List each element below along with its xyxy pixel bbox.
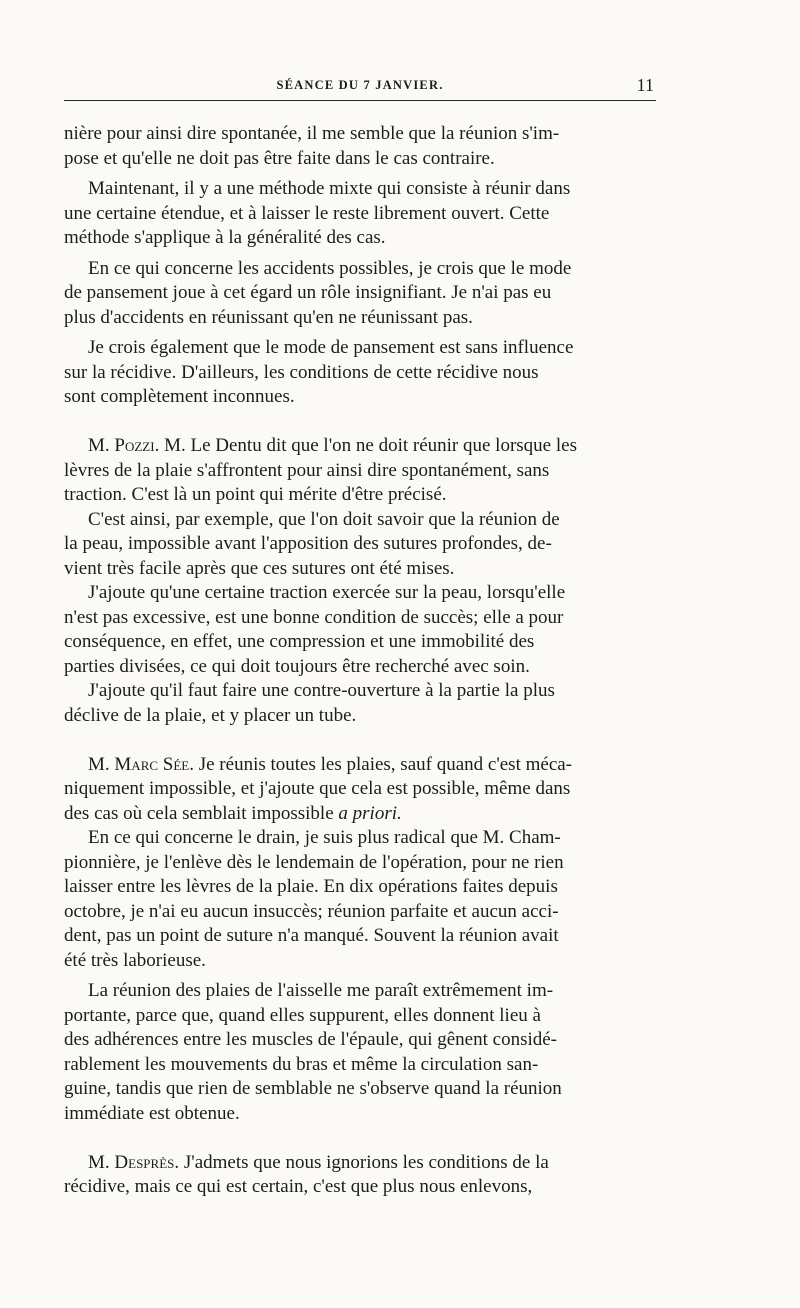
line-text: des cas où cela semblait impossible: [64, 802, 339, 824]
speaker-prefix: M.: [88, 753, 115, 775]
text-line: n'est pas excessive, est une bonne condition de succès; elle a pour: [64, 606, 564, 628]
text-line: J'ajoute qu'une certaine traction exercée sur la peau, lorsqu'elle: [88, 582, 566, 603]
text-line: de pansement joue à cet égard un rôle insignifiant. Je n'ai pas eu: [64, 282, 552, 303]
text-line: Maintenant, il y a une méthode mixte qui consiste à réunir dans: [88, 178, 571, 199]
speaker-name: Pozzi.: [114, 435, 160, 456]
text-line: laisser entre les lèvres de la plaie. En dix opérations faites depuis: [64, 876, 558, 897]
text-line: La réunion des plaies de l'aisselle me paraît extrêmement im-: [88, 980, 554, 1001]
line-text: M. Le Dentu dit que l'on ne doit réunir que lorsque les: [159, 435, 577, 456]
speaker-name: Desprès.: [114, 1151, 180, 1173]
text-line: des adhérences entre les muscles de l'épaule, qui gênent considé-: [64, 1029, 558, 1050]
text-line: En ce qui concerne les accidents possibles, je crois que le mode: [88, 257, 572, 279]
paragraph: [64, 122, 656, 171]
speaker-paragraph: [64, 434, 656, 508]
italic-phrase: a priori.: [338, 802, 402, 824]
text-line: immédiate est obtenue.: [64, 1102, 240, 1124]
page-header: [64, 76, 656, 101]
body-text: [64, 122, 656, 1200]
text-line: conséquence, en effet, une compression et une immobilité des: [64, 631, 535, 652]
text-line: vient très facile après que ces sutures ont été mises.: [64, 557, 455, 579]
text-line: Je crois également que le mode de pansement est sans influence: [88, 337, 574, 358]
text-line: nière pour ainsi dire spontanée, il me semble que la réunion s'im-: [64, 123, 560, 144]
text-line: déclive de la plaie, et y placer un tube.: [64, 704, 357, 726]
paragraph: [64, 679, 656, 728]
text-line: lèvres de la plaie s'affrontent pour ainsi dire spontanément, sans: [64, 459, 550, 481]
speaker-prefix: M.: [88, 435, 115, 456]
text-line: niquement impossible, et j'ajoute que cela est possible, même dans: [64, 778, 571, 799]
text-line: sur la récidive. D'ailleurs, les conditions de cette récidive nous: [64, 361, 539, 383]
text-line: [64, 1151, 656, 1176]
text-line: traction. C'est là un point qui mérite d'être précisé.: [64, 484, 447, 505]
text-line: pionnière, je l'enlève dès le lendemain de l'opération, pour ne rien: [64, 851, 564, 873]
paragraph: [64, 581, 656, 679]
text-line: C'est ainsi, par exemple, que l'on doit savoir que la réunion de: [88, 508, 560, 530]
speaker-prefix: M.: [88, 1151, 115, 1173]
text-line: sont complètement inconnues.: [64, 386, 295, 407]
text-line: J'ajoute qu'il faut faire une contre-ouverture à la partie la plus: [88, 680, 555, 701]
speaker-name: Marc Sée.: [114, 753, 194, 775]
paragraph: [64, 826, 656, 973]
text-line: été très laborieuse.: [64, 949, 206, 971]
text-line: portante, parce que, quand elles suppurent, elles donnent lieu à: [64, 1004, 541, 1026]
paragraph: [64, 508, 656, 582]
text-line: pose et qu'elle ne doit pas être faite dans le cas contraire.: [64, 147, 495, 169]
speaker-paragraph: [64, 1151, 656, 1200]
running-title: SÉANCE DU 7 JANVIER.: [276, 78, 444, 92]
text-line: guine, tandis que rien de semblable ne s'observe quand la réunion: [64, 1078, 562, 1099]
text-line: la peau, impossible avant l'apposition des sutures profondes, de-: [64, 533, 552, 554]
text-line: parties divisées, ce qui doit toujours être recherché avec soin.: [64, 655, 530, 677]
text-line: rablement les mouvements du bras et même la circulation san-: [64, 1053, 539, 1075]
paragraph: [64, 979, 656, 1126]
paragraph: [64, 336, 656, 410]
page-number: 11: [636, 75, 654, 95]
line-text: Je réunis toutes les plaies, sauf quand c'est méca-: [193, 753, 573, 775]
text-line: méthode s'applique à la généralité des cas.: [64, 227, 386, 248]
text-line: [64, 802, 656, 827]
text-line: [64, 753, 656, 778]
text-line: [64, 434, 656, 459]
text-line: récidive, mais ce qui est certain, c'est que plus nous enlevons,: [64, 1176, 533, 1197]
line-text: J'admets que nous ignorions les conditions de la: [179, 1151, 549, 1173]
speaker-paragraph: [64, 753, 656, 827]
paragraph: [64, 257, 656, 331]
paragraph: [64, 177, 656, 251]
text-line: plus d'accidents en réunissant qu'en ne réunissant pas.: [64, 306, 473, 328]
text-line: octobre, je n'ai eu aucun insuccès; réunion parfaite et aucun acci-: [64, 900, 559, 922]
text-line: dent, pas un point de suture n'a manqué. Souvent la réunion avait: [64, 925, 559, 946]
text-line: une certaine étendue, et à laisser le reste librement ouvert. Cette: [64, 202, 550, 224]
text-line: En ce qui concerne le drain, je suis plus radical que M. Cham-: [88, 827, 561, 848]
